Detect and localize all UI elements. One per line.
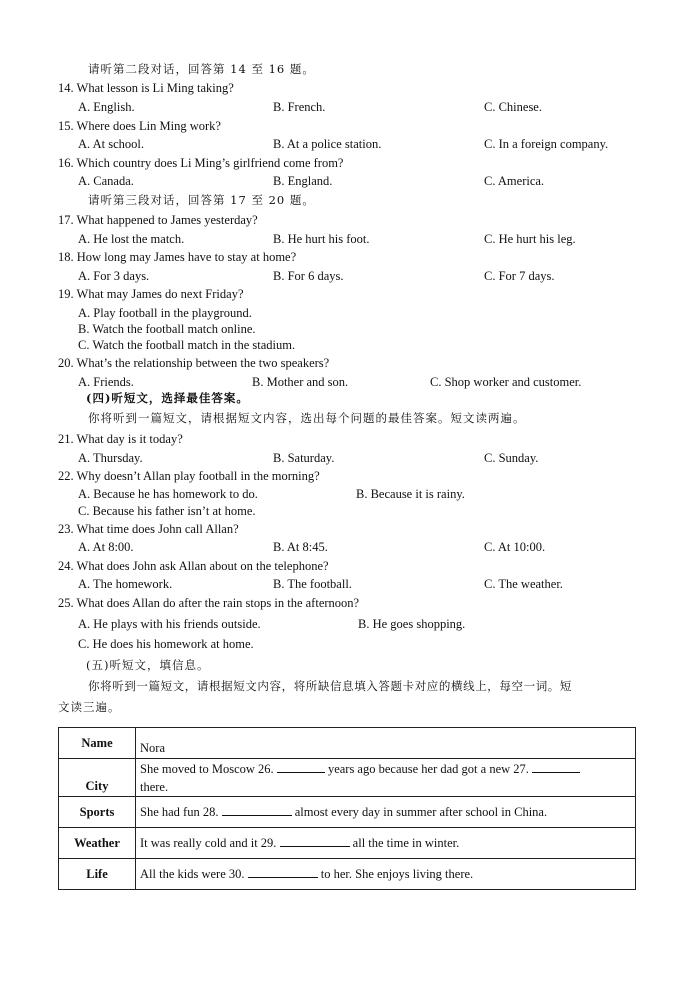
option-20a: A. Friends.: [78, 375, 134, 389]
option-22b: B. Because it is rainy.: [356, 487, 465, 501]
option-19a: A. Play football in the playground.: [78, 306, 252, 320]
table-row-weather: [59, 828, 636, 859]
question-17: 17. What happened to James yesterday?: [58, 213, 258, 227]
question-15: 15. Where does Lin Ming work?: [58, 119, 221, 133]
city-label: [59, 759, 136, 797]
info-table: [58, 727, 636, 890]
name-value-text: Nora: [140, 741, 165, 755]
life-cell: [136, 859, 636, 890]
option-24c: C. The weather.: [484, 577, 563, 591]
table-row-city: [59, 759, 636, 797]
question-23: 23. What time does John call Allan?: [58, 522, 239, 536]
question-24: 24. What does John ask Allan about on the telephone?: [58, 559, 329, 573]
city-label-text: City: [85, 779, 109, 793]
option-17c: C. He hurt his leg.: [484, 232, 576, 246]
table-row-life: [59, 859, 636, 890]
section2-instruction: 请听第二段对话，回答第 14 至 16 题。: [88, 62, 315, 76]
life-text2: to her. She enjoys living there.: [320, 867, 474, 881]
option-18b: B. For 6 days.: [273, 269, 344, 283]
option-15a: A. At school.: [78, 137, 144, 151]
blank-26: [277, 761, 325, 773]
option-22a: A. Because he has homework to do.: [78, 487, 258, 501]
table-row-name: [59, 728, 636, 759]
option-20b: B. Mother and son.: [252, 375, 349, 389]
weather-text2: all the time in winter.: [352, 836, 460, 850]
option-17b: B. He hurt his foot.: [273, 232, 370, 246]
part5-title: (五)听短文，填信息。: [86, 658, 210, 672]
question-14: 14. What lesson is Li Ming taking?: [58, 81, 234, 95]
option-24a: A. The homework.: [78, 577, 173, 591]
sports-text2: almost every day in summer after school in China.: [294, 805, 548, 819]
option-24b: B. The football.: [273, 577, 352, 591]
option-14a: A. English.: [78, 100, 135, 114]
question-19: 19. What may James do next Friday?: [58, 287, 244, 301]
question-16: 16. Which country does Li Ming’s girlfriend come from?: [58, 156, 344, 170]
sports-label: Sports: [59, 797, 136, 828]
weather-text1: It was really cold and it 29.: [140, 836, 277, 850]
life-label: Life: [59, 859, 136, 890]
option-18c: C. For 7 days.: [484, 269, 555, 283]
part5-instruction-line2: 文读三遍。: [58, 700, 121, 714]
option-15b: B. At a police station.: [273, 137, 382, 151]
option-16a: A. Canada.: [78, 174, 134, 188]
option-25a: A. He plays with his friends outside.: [78, 617, 261, 631]
name-label: Name: [59, 728, 136, 759]
question-18: 18. How long may James have to stay at home?: [58, 250, 297, 264]
option-16c: C. America.: [484, 174, 545, 188]
option-14c: C. Chinese.: [484, 100, 542, 114]
blank-27: [532, 761, 580, 773]
option-20c: C. Shop worker and customer.: [430, 375, 582, 389]
table-row-sports: [59, 797, 636, 828]
option-19c: C. Watch the football match in the stadium.: [78, 338, 296, 352]
city-cell: [136, 759, 636, 797]
option-21a: A. Thursday.: [78, 451, 143, 465]
sports-cell: [136, 797, 636, 828]
city-text1: She moved to Moscow 26.: [140, 761, 274, 776]
weather-cell: [136, 828, 636, 859]
option-16b: B. England.: [273, 174, 333, 188]
weather-label: Weather: [59, 828, 136, 859]
blank-28: [222, 804, 292, 816]
part4-instruction: 你将听到一篇短文，请根据短文内容，选出每个问题的最佳答案。短文读两遍。: [88, 411, 526, 425]
blank-30: [248, 866, 318, 878]
option-23a: A. At 8:00.: [78, 540, 134, 554]
city-text3: there.: [140, 779, 169, 794]
part4-title: (四)听短文，选择最佳答案。: [86, 391, 249, 405]
option-14b: B. French.: [273, 100, 326, 114]
question-25: 25. What does Allan do after the rain stops in the afternoon?: [58, 596, 360, 610]
name-value: [136, 728, 636, 759]
option-21b: B. Saturday.: [273, 451, 335, 465]
question-20: 20. What’s the relationship between the two speakers?: [58, 356, 330, 370]
option-25c: C. He does his homework at home.: [78, 637, 254, 651]
option-23b: B. At 8:45.: [273, 540, 328, 554]
option-22c: C. Because his father isn’t at home.: [78, 504, 256, 518]
option-17a: A. He lost the match.: [78, 232, 185, 246]
option-18a: A. For 3 days.: [78, 269, 150, 283]
part5-instruction-line1: 你将听到一篇短文，请根据短文内容，将所缺信息填入答题卡对应的横线上，每空一词。短: [88, 679, 572, 693]
city-text2: years ago because her dad got a new 27.: [327, 761, 529, 776]
option-19b: B. Watch the football match online.: [78, 322, 256, 336]
question-22: 22. Why doesn’t Allan play football in the morning?: [58, 469, 320, 483]
life-text1: All the kids were 30.: [140, 867, 245, 881]
section3-instruction: 请听第三段对话，回答第 17 至 20 题。: [88, 193, 315, 207]
sports-text1: She had fun 28.: [140, 805, 219, 819]
blank-29: [280, 835, 350, 847]
option-23c: C. At 10:00.: [484, 540, 546, 554]
option-15c: C. In a foreign company.: [484, 137, 609, 151]
question-21: 21. What day is it today?: [58, 432, 183, 446]
option-21c: C. Sunday.: [484, 451, 539, 465]
option-25b: B. He goes shopping.: [358, 617, 466, 631]
